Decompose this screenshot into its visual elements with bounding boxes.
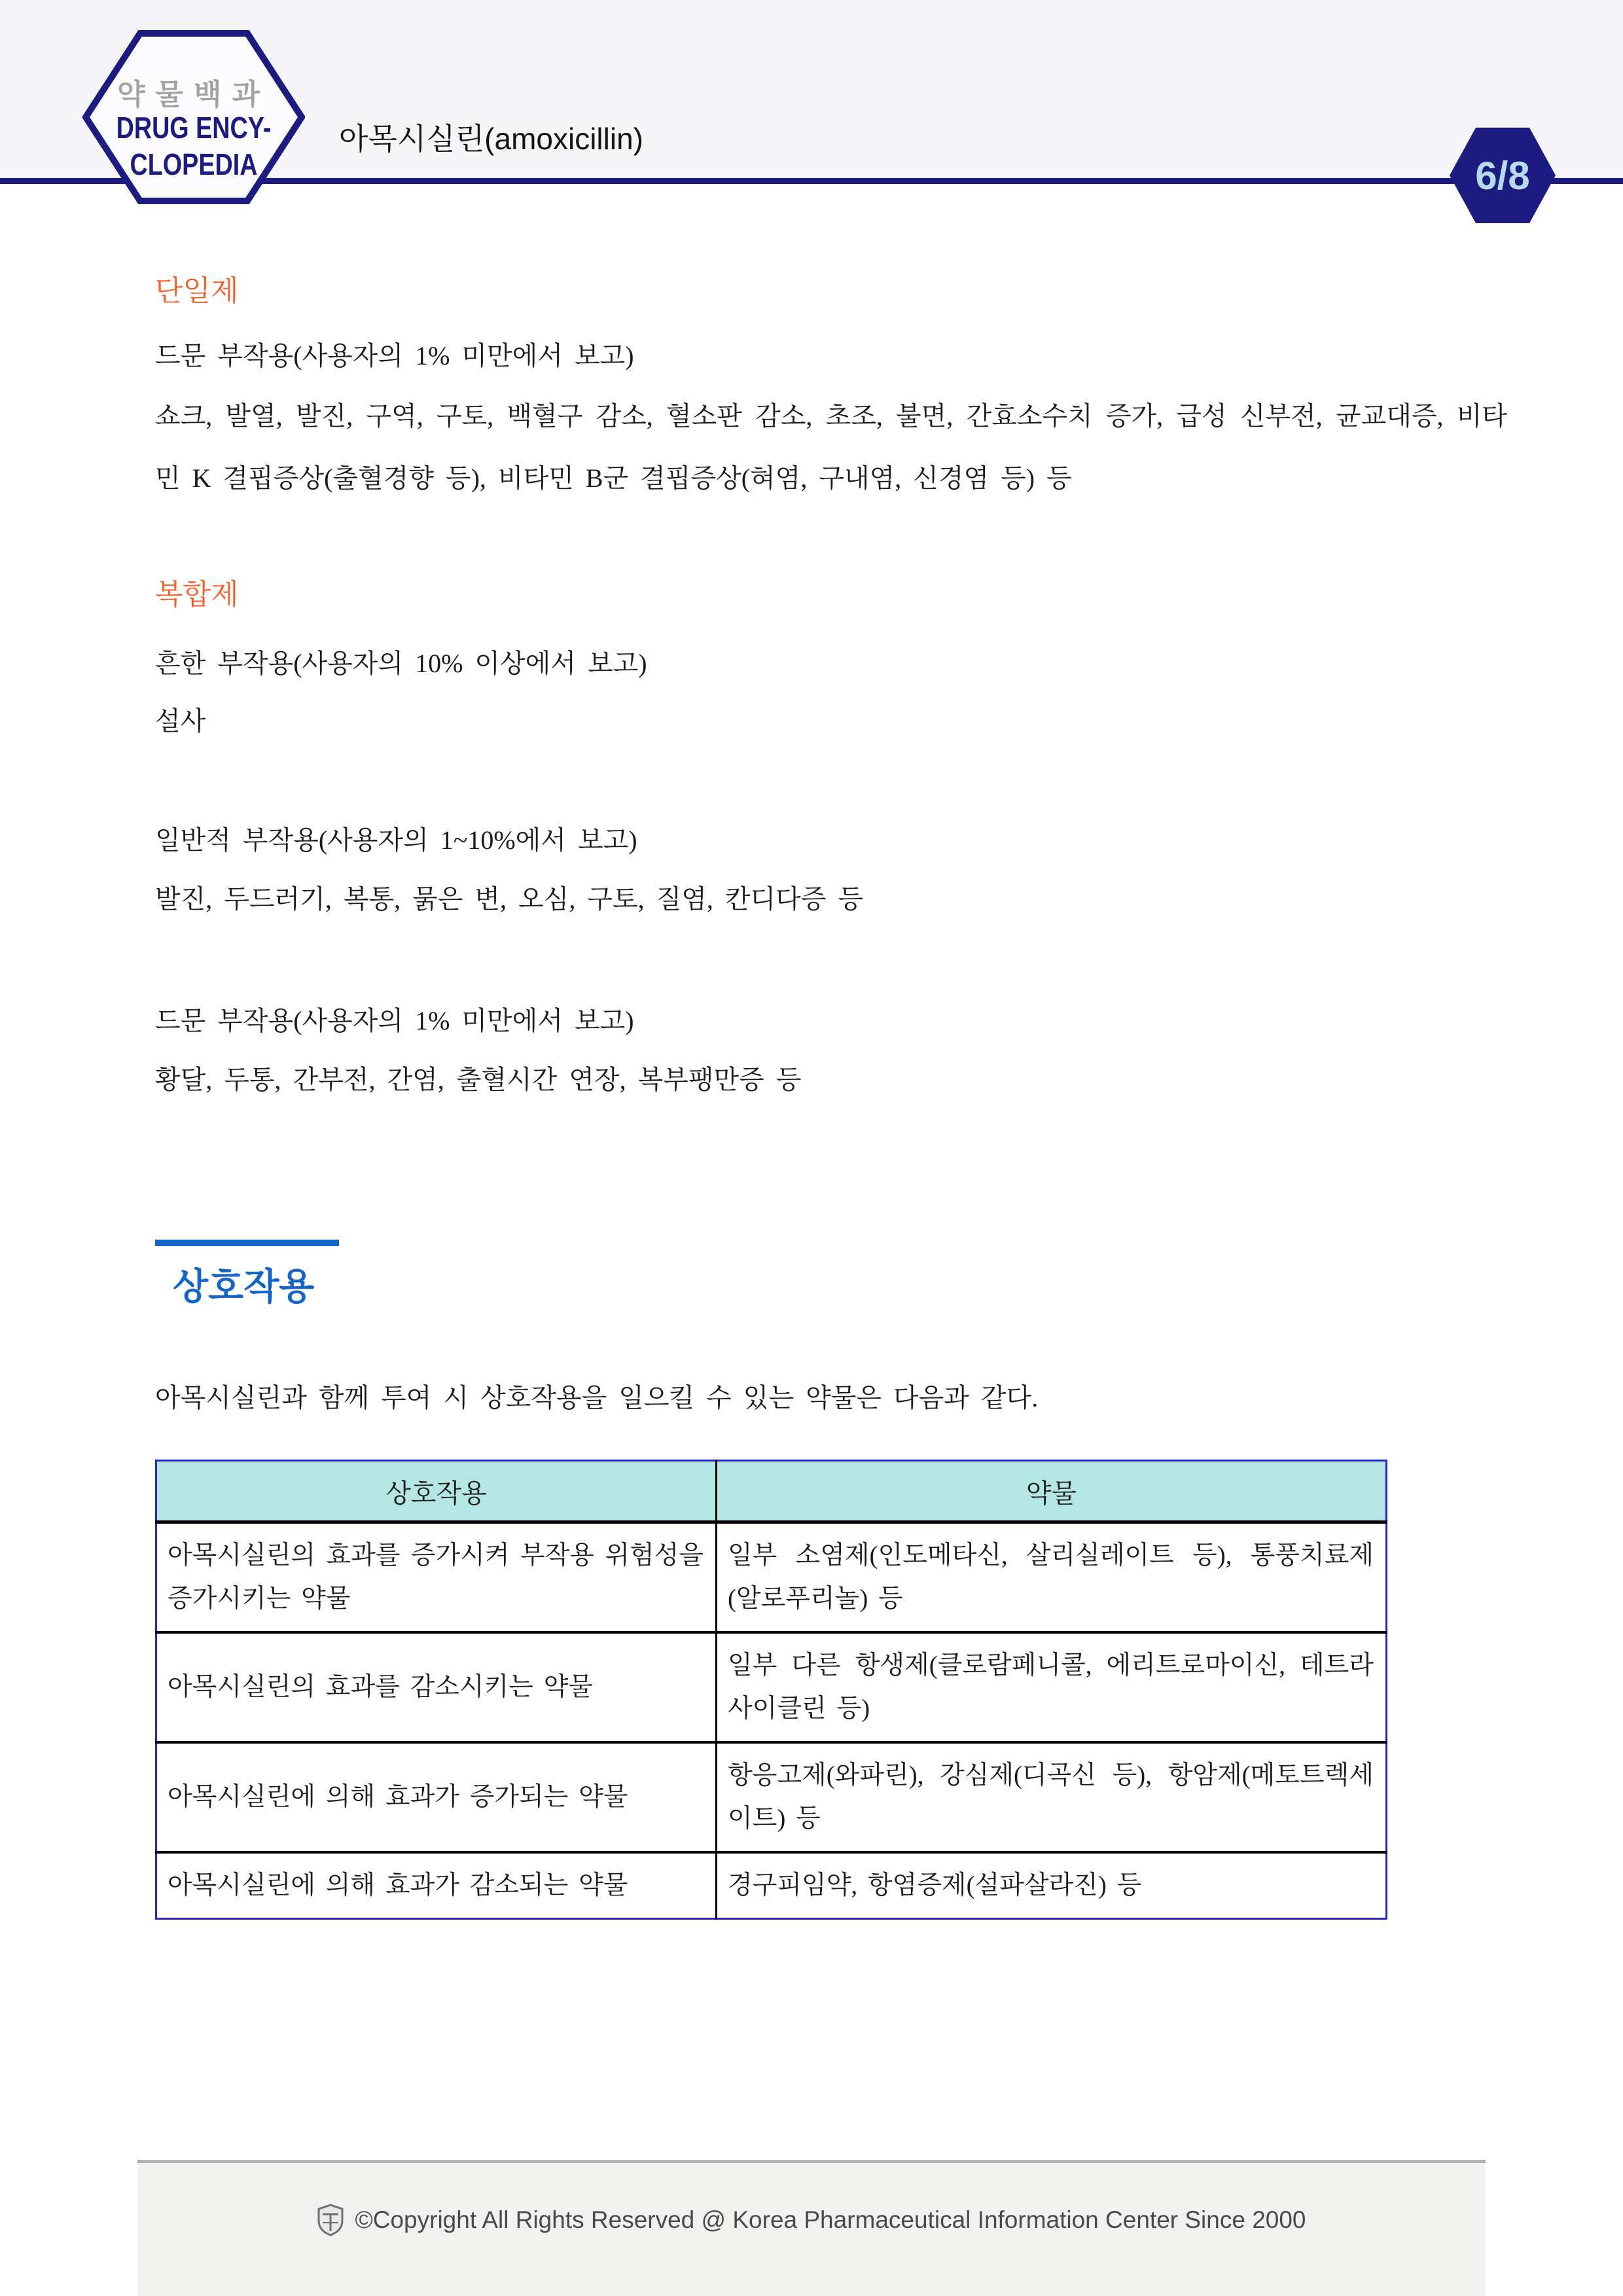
table-header-interaction: 상호작용 bbox=[156, 1461, 717, 1522]
table-cell-drug: 일부 소염제(인도메타신, 살리실레이트 등), 통풍치료제(알로푸리놀) 등 bbox=[717, 1522, 1387, 1633]
single-rare-body: 쇼크, 발열, 발진, 구역, 구토, 백혈구 감소, 혈소판 감소, 초조, 불면, 간효소수치 증가, 급성 신부전, 균교대증, 비타민 K 결핍증상(출혈경향 등), 비타민 B군 결핍증상(혀염, 구내염, 신경염 등) 등 bbox=[155, 401, 1507, 493]
combo-rare-label: 드문 부작용(사용자의 1% 미만에서 보고) bbox=[155, 1006, 634, 1035]
table-cell-drug: 일부 다른 항생제(클로람페니콜, 에리트로마이신, 테트라사이클린 등) bbox=[717, 1632, 1387, 1742]
section-heading-combo: 복합제 bbox=[155, 579, 239, 611]
logo-english-line2: CLOPEDIA bbox=[130, 147, 258, 181]
interaction-intro: 아목시실린과 함께 투여 시 상호작용을 일으킬 수 있는 약물은 다음과 같다. bbox=[155, 1383, 1039, 1412]
copyright-text: ©Copyright All Rights Reserved @ Korea Pharmaceutical Information Center Since 2000 bbox=[355, 2206, 1306, 2233]
table-cell-drug: 항응고제(와파린), 강심제(디곡신 등), 항암제(메토트렉세이트) 등 bbox=[717, 1742, 1387, 1852]
logo-english-line1: DRUG ENCY- bbox=[116, 111, 272, 145]
page-footer bbox=[137, 2160, 1486, 2296]
shield-icon bbox=[317, 2204, 344, 2236]
table-cell-interaction: 아목시실린의 효과를 증가시켜 부작용 위험성을 증가시키는 약물 bbox=[156, 1522, 717, 1633]
section-heading-single: 단일제 bbox=[155, 275, 239, 307]
section-accent-bar bbox=[155, 1240, 339, 1246]
table-header-row bbox=[156, 1461, 1387, 1522]
single-rare-label: 드문 부작용(사용자의 1% 미만에서 보고) bbox=[155, 341, 634, 370]
combo-general-label: 일반적 부작용(사용자의 1~10%에서 보고) bbox=[155, 825, 637, 855]
footer-content bbox=[317, 2204, 1306, 2236]
table-cell-interaction: 아목시실린에 의해 효과가 감소되는 약물 bbox=[156, 1852, 717, 1919]
table-row bbox=[156, 1742, 1387, 1852]
logo-korean-title: 약물백과 bbox=[116, 79, 270, 111]
interaction-table bbox=[155, 1460, 1387, 1920]
combo-general-body: 발진, 두드러기, 복통, 묽은 변, 오심, 구토, 질염, 칸디다증 등 bbox=[155, 884, 864, 914]
combo-common-label: 흔한 부작용(사용자의 10% 이상에서 보고) bbox=[155, 649, 647, 678]
table-cell-interaction: 아목시실린의 효과를 감소시키는 약물 bbox=[156, 1632, 717, 1742]
table-cell-interaction: 아목시실린에 의해 효과가 증가되는 약물 bbox=[156, 1742, 717, 1852]
combo-rare-body: 황달, 두통, 간부전, 간염, 출혈시간 연장, 복부팽만증 등 bbox=[155, 1065, 802, 1094]
section-heading-interaction: 상호작용 bbox=[173, 1266, 315, 1307]
page-number: 6/8 bbox=[1475, 153, 1530, 198]
page-title: 아목시실린(amoxicillin) bbox=[339, 122, 643, 156]
table-cell-drug: 경구피임약, 항염증제(설파살라진) 등 bbox=[717, 1852, 1387, 1919]
table-row bbox=[156, 1632, 1387, 1742]
combo-common-body: 설사 bbox=[155, 706, 206, 736]
table-row bbox=[156, 1522, 1387, 1633]
table-row bbox=[156, 1852, 1387, 1919]
table-header-drug: 약물 bbox=[717, 1461, 1387, 1522]
